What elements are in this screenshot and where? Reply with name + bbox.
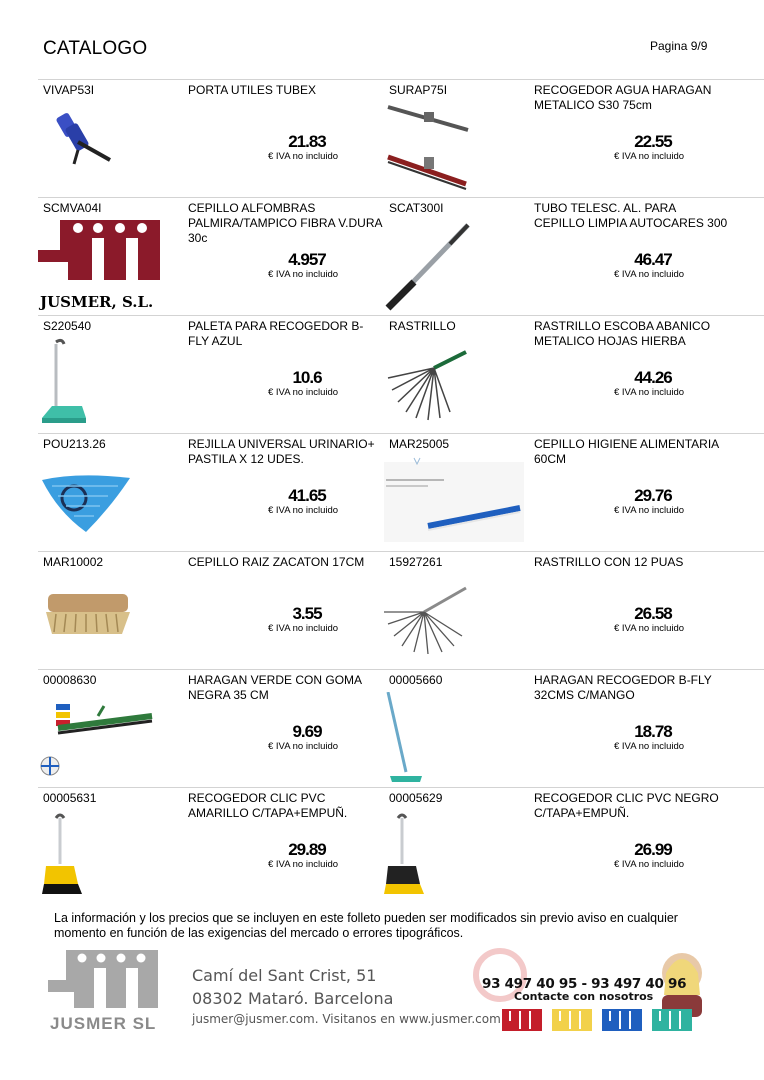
floor-squeegee-icon [38, 692, 178, 785]
product-code: 00008630 [43, 673, 97, 687]
product-cell [384, 316, 729, 433]
product-cell [384, 198, 729, 315]
product-description: RECOGEDOR CLIC PVC AMARILLO C/TAPA+EMPUÑ. [188, 791, 348, 820]
product-code: SCMVA04I [43, 201, 102, 215]
product-cell [38, 198, 383, 315]
black-dustpan-icon [384, 810, 524, 903]
tax-note: € IVA no incluido [614, 387, 685, 398]
product-price: 44.26 [634, 368, 672, 387]
product-price: 26.99 [634, 840, 672, 859]
product-description: CEPILLO HIGIENE ALIMENTARIA 60CM [534, 437, 719, 466]
product-cell [384, 552, 729, 669]
product-price: 3.55 [292, 604, 322, 623]
tax-note: € IVA no incluido [614, 623, 685, 634]
product-description: HARAGAN VERDE CON GOMA NEGRA 35 CM [188, 673, 362, 702]
phone-numbers[interactable]: 93 497 40 95 - 93 497 40 96 [482, 976, 687, 992]
product-code: MAR25005 [389, 437, 450, 451]
tax-note: € IVA no incluido [614, 151, 685, 162]
product-code: POU213.26 [43, 437, 106, 451]
catalog-row [38, 552, 764, 670]
product-price: 22.55 [634, 132, 672, 151]
product-code: RASTRILLO [389, 319, 456, 333]
catalog-row [38, 788, 764, 906]
product-description: RECOGEDOR CLIC PVC NEGRO C/TAPA+EMPUÑ. [534, 791, 719, 820]
catalog-table [38, 80, 764, 906]
tax-note: € IVA no incluido [614, 269, 685, 280]
product-cell [384, 670, 729, 787]
product-code: 00005631 [43, 791, 97, 805]
tax-note: € IVA no incluido [268, 269, 339, 280]
product-price: 29.76 [634, 486, 672, 505]
tax-note: € IVA no incluido [614, 741, 685, 752]
product-cell [38, 670, 383, 787]
product-cell [38, 80, 383, 197]
product-price: 21.83 [288, 132, 326, 151]
disclaimer-note: La información y los precios que se incluyen en este folleto pueden ser modificados sin previo aviso en cualquier momento en función de las exigencias del mercado o errores tipográficos. [54, 911, 678, 940]
product-description: RASTRILLO ESCOBA ABANICO METALICO HOJAS HIERBA [534, 319, 711, 348]
catalog-row [38, 670, 764, 788]
tax-note: € IVA no incluido [268, 741, 339, 752]
contact-label: Contacte con nosotros [514, 990, 654, 1003]
page-number: Pagina 9/9 [650, 39, 708, 53]
product-description: PORTA UTILES TUBEX [188, 83, 317, 97]
tax-note: € IVA no incluido [268, 387, 339, 398]
product-cell [384, 434, 729, 551]
catalog-row [38, 80, 764, 198]
product-price: 41.65 [288, 486, 326, 505]
product-cell [384, 80, 729, 197]
tax-note: € IVA no incluido [268, 623, 339, 634]
catalog-title: CATALOGO [43, 38, 148, 59]
hygiene-brush-icon [384, 456, 524, 549]
product-code: SCAT300I [389, 201, 444, 215]
rake-icon [384, 338, 524, 431]
product-code: 00005660 [389, 673, 443, 687]
telescopic-pole-icon [384, 220, 524, 313]
product-description: REJILLA UNIVERSAL URINARIO+ PASTILA X 12 UDES. [188, 437, 375, 466]
product-cell [384, 788, 729, 905]
product-code: 15927261 [389, 555, 443, 569]
address-city: 08302 Mataró. Barcelona [192, 989, 394, 1008]
product-price: 9.69 [292, 722, 322, 741]
product-code: MAR10002 [43, 555, 104, 569]
catalog-row [38, 316, 764, 434]
catalog-row [38, 434, 764, 552]
footer-logo-text: JUSMER SL [50, 1014, 157, 1033]
fan-rake-icon [384, 574, 524, 667]
product-description: CEPILLO ALFOMBRAS PALMIRA/TAMPICO FIBRA V.DURA 30c [188, 201, 382, 245]
address-street: Camí del Sant Crist, 51 [192, 966, 377, 985]
product-price: 4.957 [288, 250, 326, 269]
product-price: 29.89 [288, 840, 326, 859]
urinal-screen-icon [38, 456, 178, 549]
logo-text: JUSMER, S.L. [40, 293, 154, 311]
product-code: S220540 [43, 319, 92, 333]
tax-note: € IVA no incluido [614, 505, 685, 516]
product-description: RASTRILLO CON 12 PUAS [534, 555, 684, 569]
tax-note: € IVA no incluido [268, 859, 339, 870]
product-description: PALETA PARA RECOGEDOR B-FLY AZUL [188, 319, 364, 348]
product-code: VIVAP53I [43, 83, 95, 97]
squeegee-icon [384, 102, 524, 195]
dustpan-icon [38, 338, 178, 431]
product-cell [38, 434, 383, 551]
product-cell [38, 316, 383, 433]
product-code: 00005629 [389, 791, 443, 805]
tax-note: € IVA no incluido [614, 859, 685, 870]
product-price: 46.47 [634, 250, 672, 269]
product-cell [38, 788, 383, 905]
product-description: TUBO TELESC. AL. PARA CEPILLO LIMPIA AUTOCARES 300 [534, 201, 728, 230]
squeegee-handle-icon [384, 692, 524, 785]
product-code: SURAP75I [389, 83, 448, 97]
product-description: RECOGEDOR AGUA HARAGAN METALICO S30 75cm [534, 83, 712, 112]
product-price: 18.78 [634, 722, 672, 741]
contact-email-web[interactable]: jusmer@jusmer.com. Visitanos en www.jusmer.com [192, 1012, 501, 1026]
product-description: CEPILLO RAIZ ZACATON 17CM [188, 555, 365, 569]
product-description: HARAGAN RECOGEDOR B-FLY 32CMS C/MANGO [534, 673, 712, 702]
tax-note: € IVA no incluido [268, 505, 339, 516]
catalog-row [38, 198, 764, 316]
utility-holder-icon [38, 102, 178, 195]
yellow-dustpan-icon [38, 810, 178, 903]
product-price: 26.58 [634, 604, 672, 623]
product-price: 10.6 [292, 368, 322, 387]
scrub-brush-icon [38, 574, 178, 667]
product-cell [38, 552, 383, 669]
tax-note: € IVA no incluido [268, 151, 339, 162]
